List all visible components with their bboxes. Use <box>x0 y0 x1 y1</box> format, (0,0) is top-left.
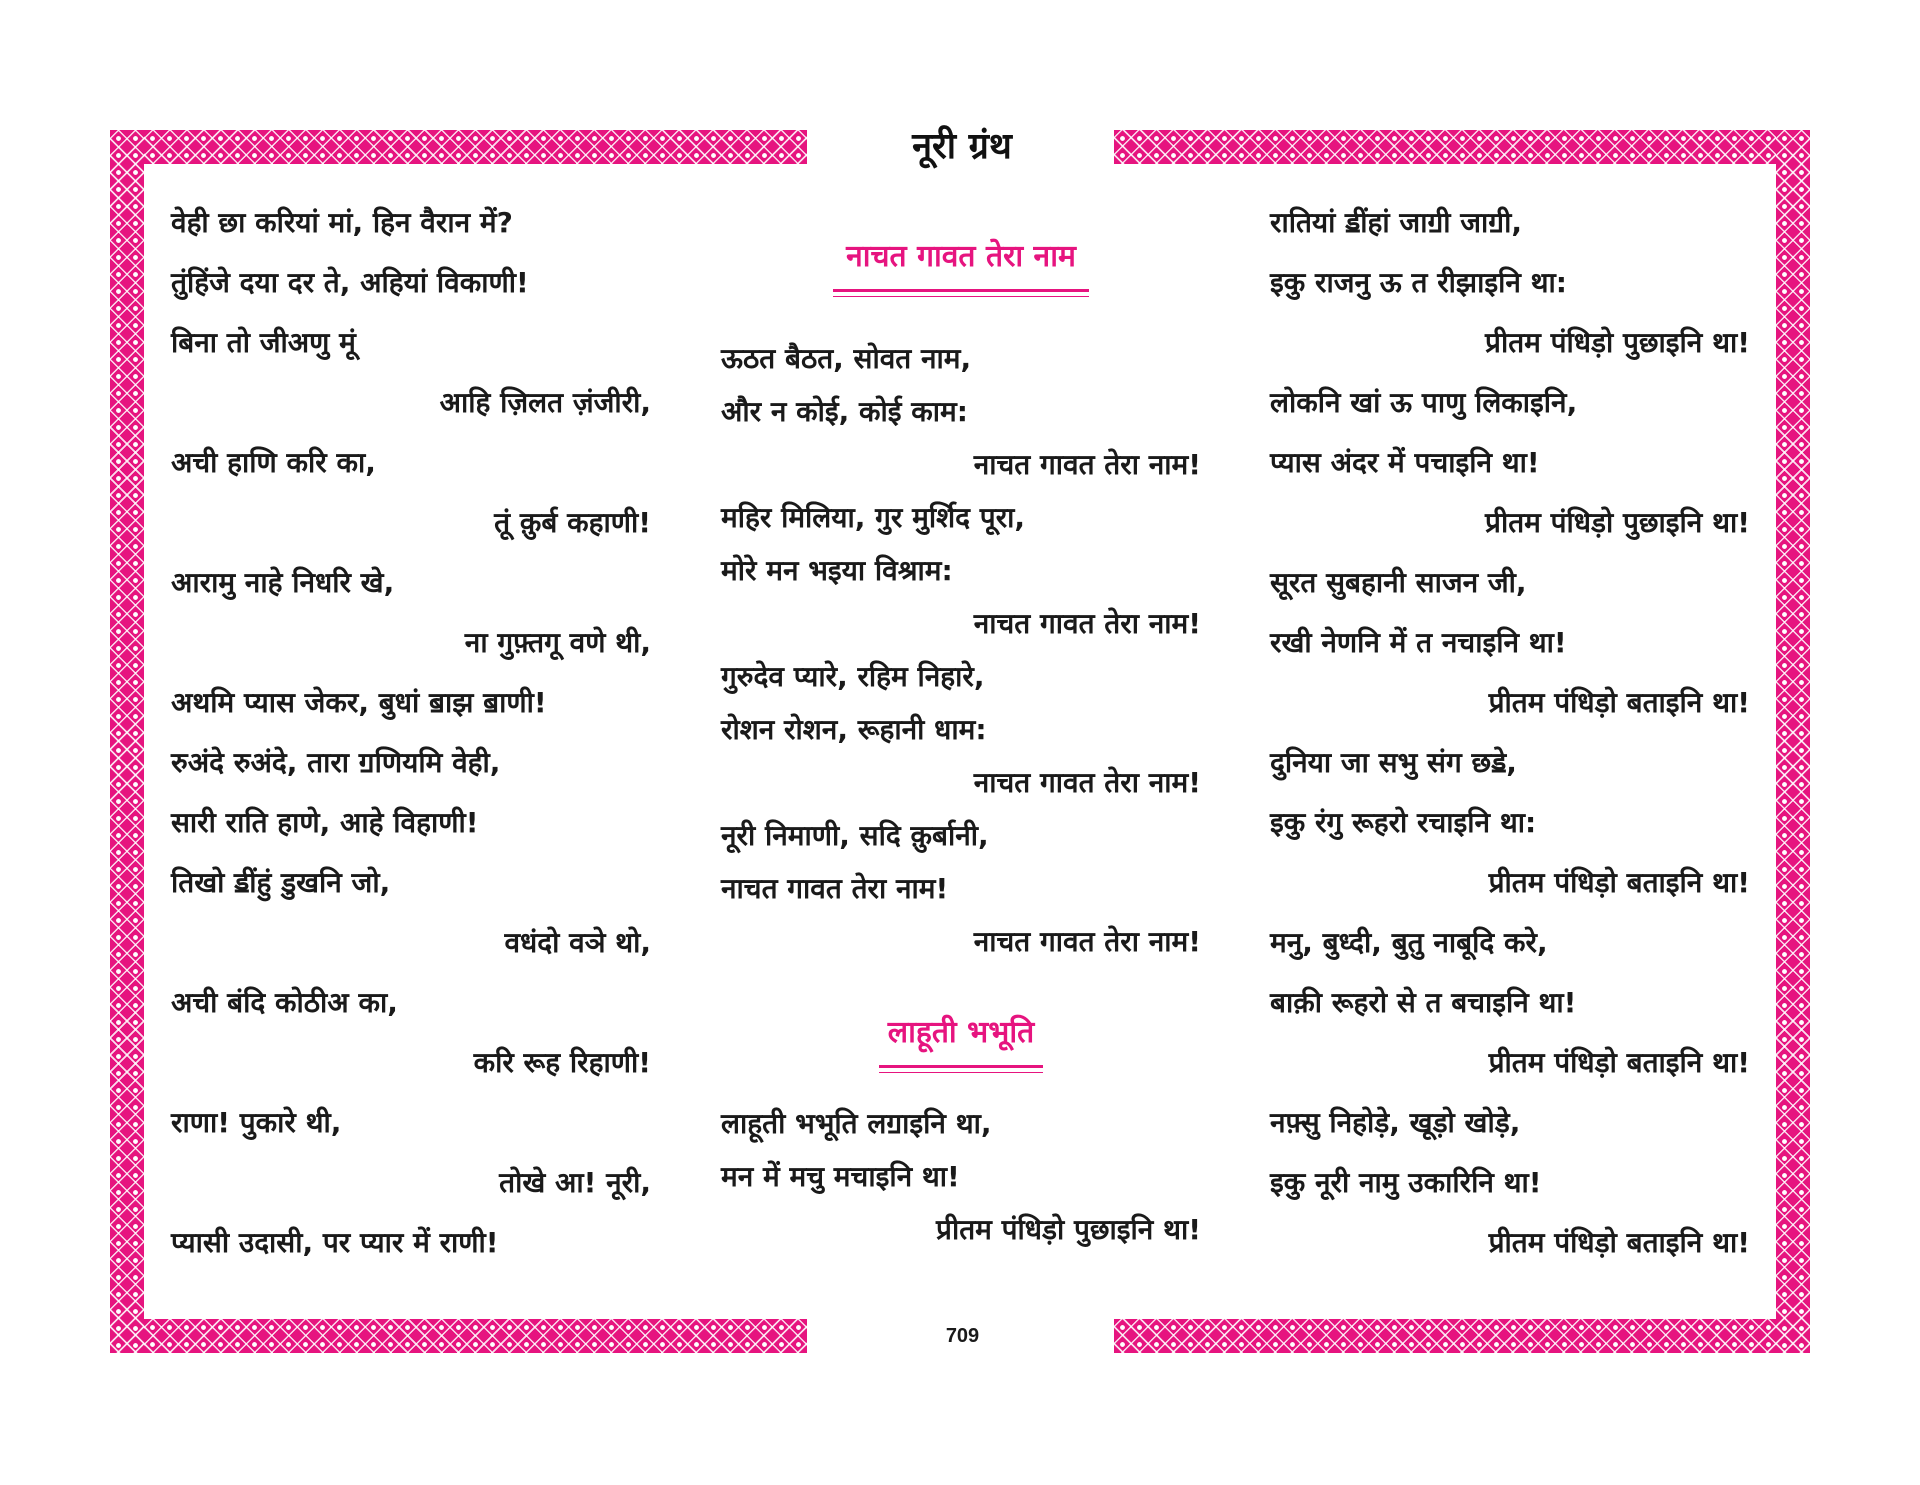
middle-column <box>721 193 1201 1256</box>
verse-line: अची बंदि कोठीअ का, <box>171 986 398 1019</box>
border-top-left <box>110 130 807 164</box>
verse-line: और न कोई, कोई काम: <box>721 395 968 428</box>
verse-line: नूरी निमाणी, सदि क़ुर्बानी, <box>721 819 989 852</box>
verse-line: रोशन रोशन, रूहानी धाम: <box>721 713 987 746</box>
verse-line: ना गुफ़्तगू वणे थी, <box>464 626 651 659</box>
verse-line: इकु रंगु रूहरो रचाइनि था: <box>1270 806 1537 839</box>
verse-line: अथमि प्यास जेकर, बुधां ॿाझ ॿाणी! <box>171 686 547 719</box>
verse-line: रुअंदे रुअंदे, तारा ॻणियमि वेही, <box>171 746 501 779</box>
right-column <box>1270 193 1750 1273</box>
verse-line: अची हाणि करि का, <box>171 446 376 479</box>
verse-line: प्रीतम पंधिड़ो बताइनि था! <box>1488 686 1750 719</box>
verse-line: इकु राजनु ऊ त रीझाइनि था: <box>1270 266 1567 299</box>
verse-line: मन में मचु मचाइनि था! <box>721 1160 960 1193</box>
section-heading-lahuti: लाहूती भभूति <box>887 1015 1035 1050</box>
border-right <box>1776 130 1810 1353</box>
verse-line: सारी राति हाणे, आहे विहाणी! <box>171 806 479 839</box>
verse-line: मोरे मन भइया विश्राम: <box>721 554 953 587</box>
verse-line: तूं क़ुर्ब कहाणी! <box>494 506 651 539</box>
verse-line: वधंदो वञे थो, <box>504 926 651 959</box>
verse-line: ऊठत बैठत, सोवत नाम, <box>721 342 972 375</box>
verse-line: प्रीतम पंधिड़ो बताइनि था! <box>1488 1226 1750 1259</box>
heading-underline <box>721 1065 1201 1073</box>
verse-line: राणा! पुकारे थी, <box>171 1106 342 1139</box>
verse-line: रातियां ॾींहां जाॻी जाॻी, <box>1270 206 1522 239</box>
verse-line: प्रीतम पंधिड़ो पुछाइनि था! <box>1485 506 1750 539</box>
verse-line: आरामु नाहे निधरि खे, <box>171 566 395 599</box>
verse-line: नाचत गावत तेरा नाम! <box>973 448 1201 481</box>
poem-nachat <box>721 332 1201 968</box>
verse-line: आहि ज़िलत ज़ंजीरी, <box>439 386 651 419</box>
page-number: 709 <box>945 1325 980 1347</box>
verse-line: सूरत सुबहानी साजन जी, <box>1270 566 1527 599</box>
border-bottom-right <box>1114 1319 1810 1353</box>
verse-line: महिर मिलिया, गुर मुर्शिद पूरा, <box>721 501 1026 534</box>
verse-line: प्रीतम पंधिड़ो पुछाइनि था! <box>1485 326 1750 359</box>
verse-line: तुंहिंजे दया दर ते, अहियां विकाणी! <box>171 266 529 299</box>
verse-line: दुनिया जा सभु संग छॾे, <box>1270 746 1517 779</box>
verse-line: गुरुदेव प्यारे, रहिम निहारे, <box>721 660 985 693</box>
verse-line: नाचत गावत तेरा नाम! <box>973 925 1201 958</box>
verse-line: बाक़ी रूहरो से त बचाइनि था! <box>1270 986 1577 1019</box>
verse-line: तिखो ॾींहुं डुखनि जो, <box>171 866 391 899</box>
verse-line: प्रीतम पंधिड़ो बताइनि था! <box>1488 1046 1750 1079</box>
verse-line: प्यास अंदर में पचाइनि था! <box>1270 446 1540 479</box>
border-top-right <box>1114 130 1810 164</box>
verse-line: प्रीतम पंधिड़ो पुछाइनि था! <box>936 1213 1201 1246</box>
page-title: नूरी ग्रंथ <box>912 126 1012 167</box>
poem-lahuti <box>721 1097 1201 1256</box>
verse-line: वेही छा करियां मां, हिन वैरान में? <box>171 206 513 239</box>
verse-line: नफ़्सु निहोड़े, खूड़ो खोड़े, <box>1270 1106 1521 1139</box>
section-heading-nachat: नाचत गावत तेरा नाम <box>846 239 1076 274</box>
verse-line: तोखे आ! नूरी, <box>499 1166 651 1199</box>
border-bottom-left <box>110 1319 807 1353</box>
verse-line: प्रीतम पंधिड़ो बताइनि था! <box>1488 866 1750 899</box>
verse-line: प्यासी उदासी, पर प्यार में राणी! <box>171 1226 499 1259</box>
verse-line: करि रूह रिहाणी! <box>473 1046 651 1079</box>
verse-line: लाहूती भभूति लॻाइनि था, <box>721 1107 992 1140</box>
verse-line: लोकनि खां ऊ पाणु लिकाइनि, <box>1270 386 1578 419</box>
border-left <box>110 130 144 1353</box>
left-column <box>171 193 651 1273</box>
verse-line: नाचत गावत तेरा नाम! <box>721 872 949 905</box>
verse-line: नाचत गावत तेरा नाम! <box>973 607 1201 640</box>
verse-line: बिना तो जीअणु मूं <box>171 326 356 359</box>
verse-line: नाचत गावत तेरा नाम! <box>973 766 1201 799</box>
heading-underline <box>721 289 1201 297</box>
verse-line: इकु नूरी नामु उकारिनि था! <box>1270 1166 1542 1199</box>
verse-line: मनु, बुध्दी, बुतु नाबूदि करे, <box>1270 926 1548 959</box>
verse-line: रखी नेणनि में त नचाइनि था! <box>1270 626 1567 659</box>
